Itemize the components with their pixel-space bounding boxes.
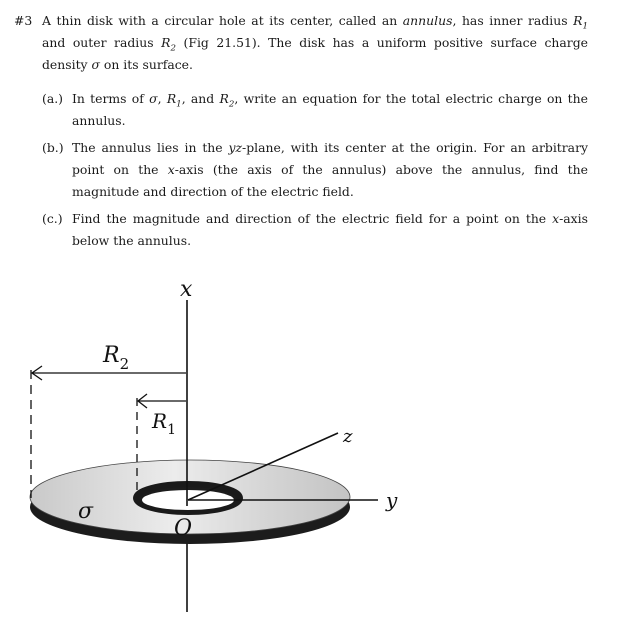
part-c-text: Find the magnitude and direction of the electric field for a point on the x-axis below the annulus. — [72, 211, 588, 248]
problem-parts — [14, 88, 588, 252]
intro-text-2: , has inner radius — [452, 13, 574, 28]
part-b-text: The annulus lies in the yz-plane, with its center at the origin. For an arbitrary point on the x-axis (the axis of the annulus) above the annulus, find the magnitude and direction of the electric field. — [72, 140, 588, 199]
intro-text-1: A thin disk with a circular hole at its center, called an — [42, 13, 403, 28]
outer-radius-symbol: $R_2$ — [161, 35, 176, 54]
problem-number: #3 — [14, 13, 33, 28]
part-c-label: (c.) — [42, 211, 63, 226]
problem-3 — [14, 10, 588, 257]
part-c — [42, 208, 588, 252]
part-a-label: (a.) — [42, 91, 63, 106]
intro-text-4: (Fig 21.51). The disk has a uniform positive surface charge density — [42, 35, 588, 72]
part-b-label: (b.) — [42, 140, 64, 155]
inner-radius-label: $R_1$ — [152, 409, 176, 438]
annulus-term: annulus — [402, 13, 453, 28]
y-axis-label: y — [386, 488, 398, 512]
intro-text-3: and outer radius — [42, 35, 162, 50]
sigma-symbol: σ — [91, 57, 100, 72]
part-b — [42, 137, 588, 203]
inner-radius-symbol: $R_1$ — [573, 13, 588, 32]
part-a-text: In terms of σ, $R_1$, and $R_2$, write an equation for the total electric charge on the annulus. — [72, 91, 588, 128]
z-axis-label: z — [343, 426, 353, 447]
intro-text-5: on its surface. — [99, 57, 193, 72]
sigma-label: σ — [78, 499, 94, 524]
origin-label: O — [174, 516, 193, 541]
x-axis-label: x — [180, 277, 193, 302]
part-a — [42, 88, 588, 132]
outer-radius-label: $R_2$ — [103, 343, 130, 373]
problem-statement — [42, 10, 588, 76]
problem-intro — [14, 10, 588, 76]
annulus-figure — [0, 260, 618, 620]
